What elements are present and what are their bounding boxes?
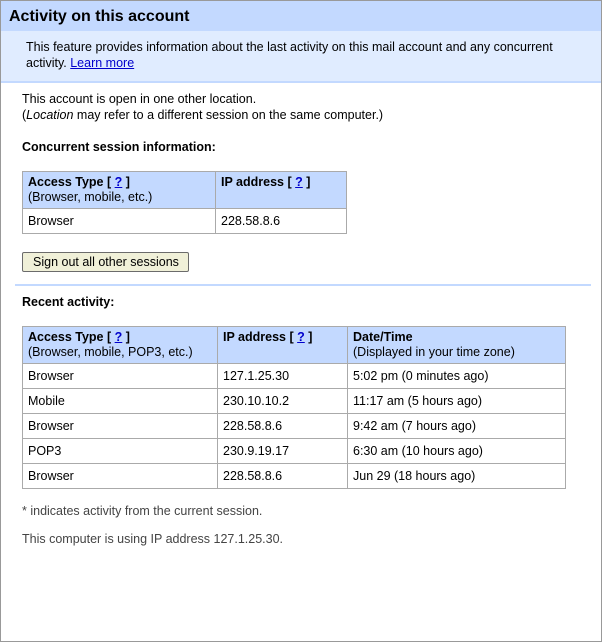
ip-address-cell: 127.1.25.30 — [218, 364, 348, 389]
help-link[interactable]: ? — [295, 175, 303, 189]
info-box — [1, 31, 601, 83]
column-title: Date/Time — [353, 330, 413, 344]
table-row — [23, 389, 566, 414]
access-type-cell: Browser — [23, 209, 216, 234]
help-link[interactable]: ? — [114, 330, 123, 344]
column-subtitle: (Displayed in your time zone) — [353, 345, 515, 359]
location-note-text: may refer to a different session on the same computer.) — [73, 108, 384, 122]
recent-activity-table — [22, 326, 566, 489]
column-header-ip-address: IP address [ ? ] — [218, 327, 348, 364]
table-row — [23, 209, 347, 234]
title-bar — [1, 1, 601, 31]
table-row — [23, 439, 566, 464]
location-word: Location — [26, 108, 74, 122]
access-type-cell: Mobile — [23, 389, 218, 414]
ip-address-cell: 228.58.8.6 — [218, 464, 348, 489]
concurrent-heading: Concurrent session information: — [22, 140, 216, 154]
column-subtitle: (Browser, mobile, etc.) — [28, 190, 153, 204]
page-title: Activity on this account — [9, 8, 190, 25]
access-type-cell: Browser — [23, 364, 218, 389]
ip-address-cell: 230.10.10.2 — [218, 389, 348, 414]
date-time-cell: 9:42 am (7 hours ago) — [348, 414, 566, 439]
help-link[interactable]: ? — [114, 175, 123, 189]
ip-address-cell: 230.9.19.17 — [218, 439, 348, 464]
column-title: IP address — [223, 330, 287, 344]
computer-ip-note: This computer is using IP address 127.1.25.30. — [22, 532, 284, 546]
learn-more-link[interactable]: Learn more — [70, 56, 135, 70]
access-type-cell: Browser — [23, 414, 218, 439]
table-row — [23, 414, 566, 439]
table-header-row — [23, 172, 347, 209]
concurrent-table — [22, 171, 347, 234]
ip-address-cell: 228.58.8.6 — [218, 414, 348, 439]
column-header-ip-address: IP address [ ? ] — [216, 172, 347, 209]
date-time-cell: 11:17 am (5 hours ago) — [348, 389, 566, 414]
date-time-cell: 6:30 am (10 hours ago) — [348, 439, 566, 464]
ip-address-cell: 228.58.8.6 — [216, 209, 347, 234]
date-time-cell: 5:02 pm (0 minutes ago) — [348, 364, 566, 389]
access-type-cell: POP3 — [23, 439, 218, 464]
location-note: (Location may refer to a different session on the same computer.) — [22, 108, 384, 122]
recent-activity-heading: Recent activity: — [22, 295, 115, 309]
column-header-date-time — [348, 327, 566, 364]
column-title: Access Type — [28, 330, 104, 344]
info-text: This feature provides information about the last activity on this mail account and any concurrent activity. — [26, 40, 553, 70]
column-header-access-type: Access Type [ ? ] (Browser, mobile, etc.) — [23, 172, 216, 209]
table-header-row — [23, 327, 566, 364]
table-row — [23, 464, 566, 489]
current-session-note: * indicates activity from the current session. — [22, 504, 263, 518]
open-locations-text: This account is open in one other location. — [22, 92, 257, 106]
table-row — [23, 364, 566, 389]
date-time-cell: Jun 29 (18 hours ago) — [348, 464, 566, 489]
help-link[interactable]: ? — [297, 330, 305, 344]
section-divider — [15, 284, 591, 286]
access-type-cell: Browser — [23, 464, 218, 489]
column-title: IP address — [221, 175, 285, 189]
column-header-access-type: Access Type [ ? ] (Browser, mobile, POP3, etc.) — [23, 327, 218, 364]
session-status — [22, 91, 581, 123]
column-subtitle: (Browser, mobile, POP3, etc.) — [28, 345, 193, 359]
main-content — [1, 83, 601, 547]
sign-out-all-sessions-button[interactable]: Sign out all other sessions — [22, 252, 189, 272]
column-title: Access Type — [28, 175, 104, 189]
